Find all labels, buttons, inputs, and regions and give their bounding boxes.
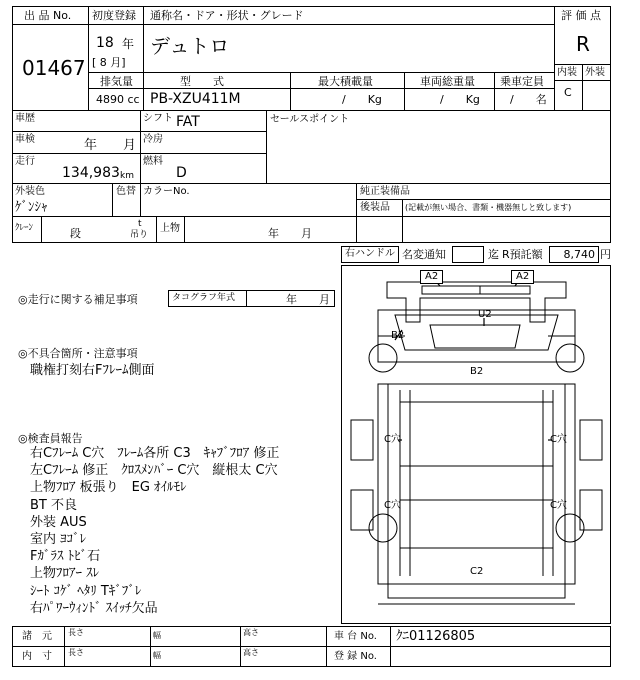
defects-label: ◎不具合箇所・注意事項 (18, 347, 138, 360)
report-line: 右ﾊﾟﾜｰｳｨﾝﾄﾞ ｽｲｯﾁ欠品 (30, 600, 158, 616)
rhd-label: 右ハンドル (345, 248, 395, 259)
report-line: 上物ﾌﾛｱ 板張り EG ｵｲﾙﾓﾚ (30, 480, 187, 496)
body-label: 上物 (160, 223, 180, 234)
inner-height-label: 高さ (243, 648, 259, 657)
inner-length-label: 長さ (68, 648, 84, 657)
genuine-equipment-label: 純正装備品 (360, 186, 410, 197)
crane-stage-label: 段 (70, 227, 81, 240)
inner-width-label: 幅 (153, 651, 161, 660)
tacho-value: 年 月 (286, 293, 330, 306)
dims-label: 諸 元 (22, 631, 52, 642)
vehicle-name: デュトロ (150, 34, 230, 58)
body-value: 年 月 (268, 227, 312, 240)
inspector-report-label: ◎検査員報告 (18, 432, 83, 445)
interior-grade: C (564, 86, 572, 99)
reg-year: 18 (96, 35, 114, 51)
registration-label: 登 録 No. (334, 651, 377, 662)
crane-ton-label: t (138, 219, 142, 229)
running-notes-label: ◎走行に関する補足事項 (18, 293, 138, 306)
mileage-label: 走行 (15, 156, 35, 167)
capacity-label: 乗車定員 (500, 75, 544, 88)
first-reg-label: 初度登録 (92, 9, 136, 22)
deadline-label: 迄 (488, 248, 499, 261)
rating-value: R (576, 32, 590, 56)
ac-label: 冷房 (143, 134, 163, 145)
reg-month: [ 8 月] (92, 56, 126, 69)
damage-mark-b2-center: B2 (470, 366, 484, 377)
damage-mark-a2-right: A2 (511, 270, 534, 284)
report-line: 上物ﾌﾛｱｰ ｽﾚ (30, 566, 100, 582)
damage-mark-c-hole-right: C穴 (550, 434, 567, 445)
color-no-label: カラーNo. (143, 186, 190, 197)
gross-weight-label: 車両総重量 (420, 75, 475, 88)
color-change-label: 色替 (116, 186, 136, 197)
rating-label: 評 価 点 (561, 9, 601, 22)
aftermarket-note: (記載が無い場合、書類・機器無しと致します) (405, 203, 572, 212)
inner-dims-label: 内 寸 (22, 651, 52, 662)
inspection-label: 車検 (15, 134, 35, 145)
inspection-value: 年 月 (84, 138, 137, 153)
damage-mark-a2-left: A2 (420, 270, 443, 284)
shift-label: シフト (143, 113, 173, 124)
model-label: 型 式 (180, 75, 224, 88)
displacement-value: 4890 cc (96, 93, 140, 106)
report-line: 左Cﾌﾚｰﾑ 修正 ｸﾛｽﾒﾝﾊﾞｰ C穴 縦根太 C穴 (30, 463, 278, 479)
history-label: 車歴 (15, 113, 35, 124)
color-value: ｹﾞﾝｼｬ (15, 200, 48, 215)
chassis-number: ｸﾆ01126805 (396, 629, 476, 644)
damage-mark-b2-cab: B2 (391, 330, 405, 341)
reg-year-unit: 年 (122, 37, 135, 51)
r-fee-label: R預託額 (502, 248, 543, 261)
lot-label: 出 品 No. (24, 9, 72, 22)
sales-point-label: セールスポイント (270, 114, 350, 125)
dims-length-label: 長さ (68, 628, 84, 637)
fuel-value: D (176, 165, 187, 181)
report-line: 外装 AUS (30, 514, 87, 530)
report-line: BT 不良 (30, 497, 77, 513)
mileage-unit: km (120, 171, 134, 181)
model-value: PB-XZU411M (150, 91, 241, 107)
interior-label: 内装 (557, 67, 577, 78)
crane-hang-label: 吊り (130, 230, 149, 240)
shift-value: FAT (176, 114, 200, 130)
tacho-label: タコグラフ年式 (172, 293, 236, 303)
damage-mark-c-hole-right-rear: C穴 (550, 500, 567, 511)
exterior-label: 外装 (585, 67, 605, 78)
defect-line: 職権打刻右Fﾌﾚｰﾑ側面 (30, 363, 155, 378)
color-label: 外装色 (15, 186, 45, 197)
report-line: Fｶﾞﾗｽ ﾄﾋﾞ石 (30, 549, 101, 565)
report-line: ｼｰﾄ ｺｹﾞ ﾍﾀﾘ Tｷﾞﾌﾞﾚ (30, 583, 142, 599)
mileage-value: 134,983 (62, 165, 120, 181)
damage-mark-c2: C2 (470, 566, 484, 577)
damage-mark-c-hole-left-rear: C穴 (384, 500, 401, 511)
capacity-value: / 名 (510, 93, 547, 106)
yen-label: 円 (600, 248, 611, 261)
max-load-value: / Kg (342, 93, 382, 106)
damage-mark-c-hole-left: C穴 (384, 434, 401, 445)
max-load-label: 最大積載量 (318, 75, 373, 88)
displacement-label: 排気量 (100, 75, 133, 88)
dims-height-label: 高さ (243, 628, 259, 637)
dims-width-label: 幅 (153, 631, 161, 640)
aftermarket-label: 後装品 (360, 202, 390, 213)
crane-label: ｸﾚｰﾝ (15, 223, 34, 233)
gross-weight-value: / Kg (440, 93, 480, 106)
vehicle-name-label: 通称名・ドア・形状・グレード (150, 9, 304, 22)
chassis-label: 車 台 No. (334, 631, 377, 642)
report-line: 室内 ﾖｺﾞﾚ (30, 532, 87, 547)
report-line: 右Cﾌﾚｰﾑ C穴 ﾌﾚｰﾑ各所 C3 ｷｬﾌﾞﾌﾛｱ 修正 (30, 446, 280, 461)
lot-number: 01467 (22, 56, 86, 80)
damage-mark-u2: U2 (478, 309, 492, 320)
fuel-label: 燃料 (143, 156, 163, 167)
r-fee-value: 8,740 (563, 248, 595, 261)
name-change-label: 名変通知 (402, 248, 446, 261)
